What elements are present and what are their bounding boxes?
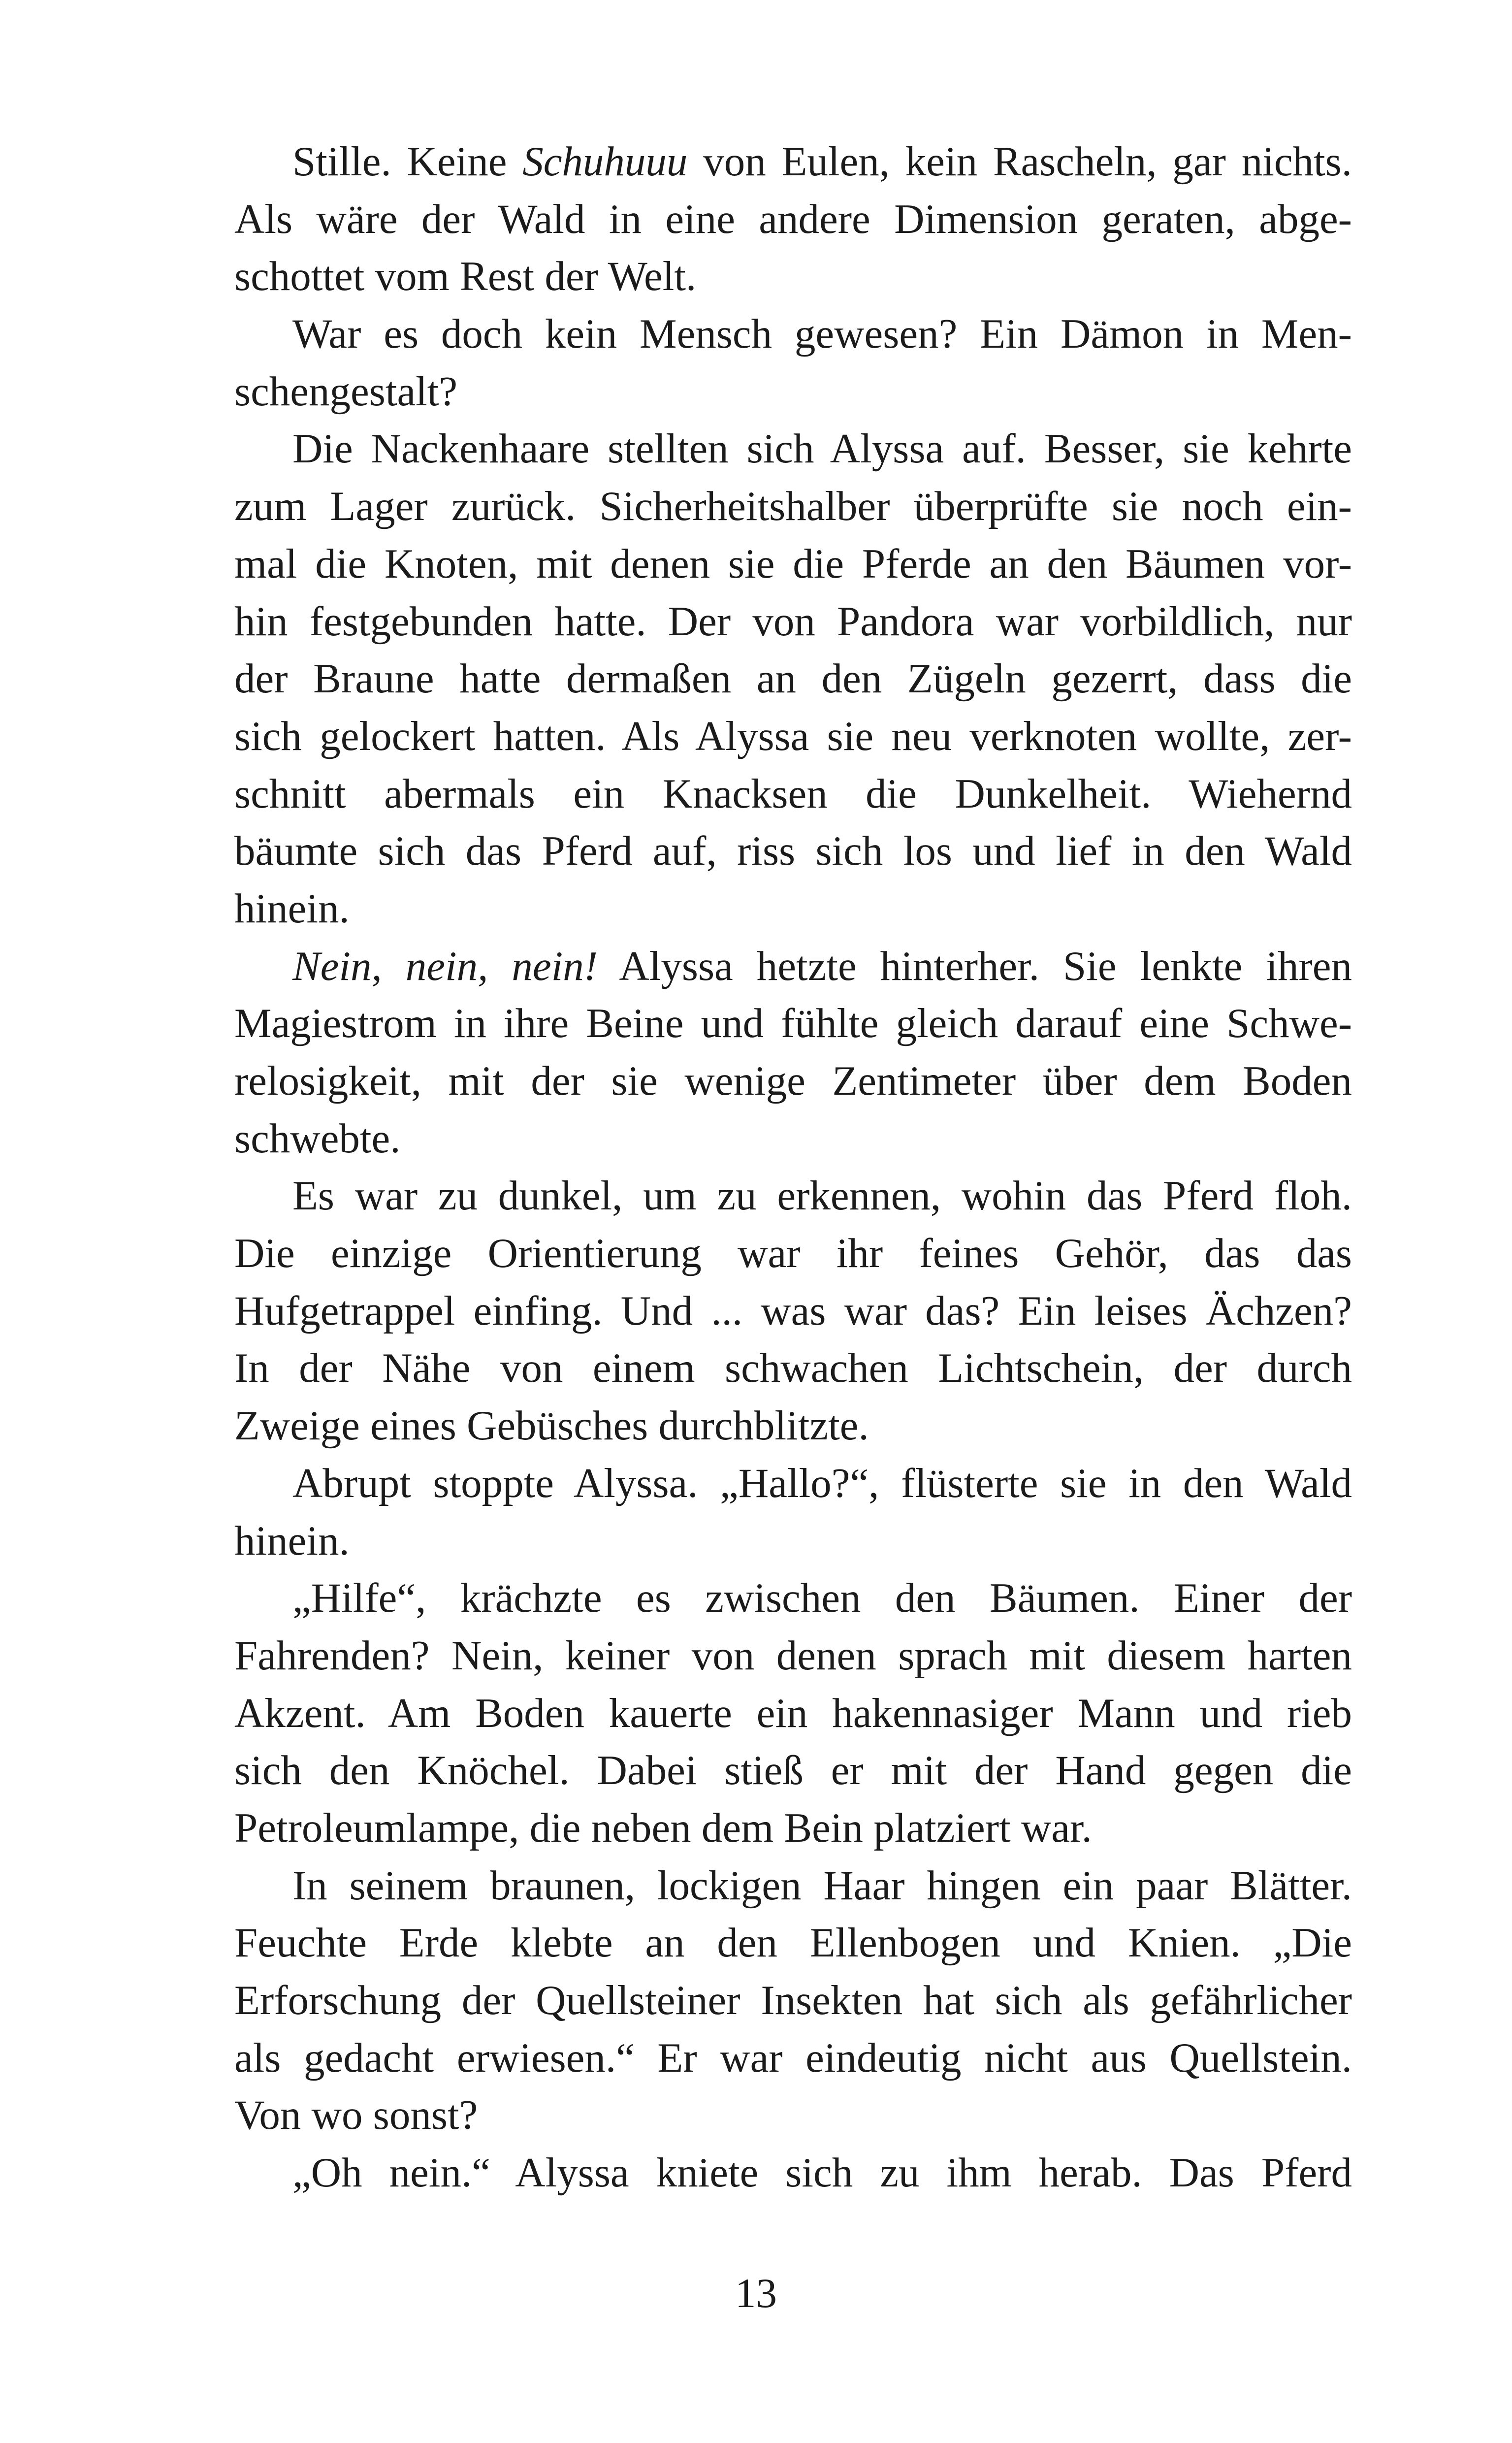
text-run: der Braune hatte dermaßen an den Zügeln gezerrt, dass die (234, 655, 1352, 702)
text-line (234, 1339, 1352, 1397)
text-run: Feuchte Erde klebte an den Ellenbogen und Knien. „Die (234, 1920, 1352, 1966)
paragraph (234, 133, 1352, 305)
text-line (234, 1397, 1352, 1455)
text-run: bäumte sich das Pferd auf, riss sich los und lief in den Wald (234, 828, 1352, 875)
paragraph (234, 1569, 1352, 1857)
text-line (234, 1799, 1352, 1857)
text-run: Abrupt stoppte Alyssa. „Hallo?“, flüsterte sie in den Wald (292, 1460, 1352, 1506)
text-run: zum Lager zurück. Sicherheitshalber überprüfte sie noch ein- (234, 483, 1352, 530)
text-line (234, 1569, 1352, 1627)
text-line (234, 1742, 1352, 1799)
text-run: Magiestrom in ihre Beine und fühlte gleich darauf eine Schwe- (234, 1000, 1352, 1047)
text-run: Als wäre der Wald in eine andere Dimension geraten, abge- (234, 195, 1352, 242)
text-run: Zweige eines Gebüsches durchblitzte. (234, 1402, 869, 1449)
text-line (234, 305, 1352, 363)
text-run: In seinem braunen, lockigen Haar hingen ein paar Blätter. (292, 1862, 1352, 1909)
text-run: als gedacht erwiesen.“ Er war eindeutig nicht aus Quellstein. (234, 2034, 1352, 2081)
text-line (234, 938, 1352, 995)
text-line (234, 1914, 1352, 1972)
paragraph (234, 420, 1352, 937)
text-line (234, 1627, 1352, 1685)
text-line (234, 1052, 1352, 1110)
text-run: War es doch kein Mensch gewesen? Ein Dämon in Men- (292, 311, 1352, 358)
text-run: Von wo sonst? (234, 2092, 478, 2139)
body-text (234, 133, 1352, 2202)
text-line (234, 995, 1352, 1052)
text-run: hinein. (234, 1517, 350, 1564)
text-line (234, 1167, 1352, 1225)
text-line (234, 478, 1352, 535)
paragraph (234, 305, 1352, 420)
text-run: schnitt abermals ein Knacksen die Dunkelheit. Wiehernd (234, 770, 1352, 817)
text-run: von Eulen, kein Rascheln, gar nichts. (687, 138, 1352, 185)
text-run: sich gelockert hatten. Als Alyssa sie neu verknoten wollte, zer- (234, 713, 1352, 759)
text-run: „Oh nein.“ Alyssa kniete sich zu ihm herab. Das Pferd (292, 2150, 1352, 2196)
text-run: Fahrenden? Nein, keiner von denen sprach mit diesem harten (234, 1632, 1352, 1679)
paragraph (234, 1857, 1352, 2144)
text-run: Petroleumlampe, die neben dem Bein platziert war. (234, 1804, 1092, 1851)
text-line (234, 363, 1352, 421)
text-line (234, 593, 1352, 651)
text-run: Die Nackenhaare stellten sich Alyssa auf. Besser, sie kehrte (292, 425, 1352, 472)
text-run: mal die Knoten, mit denen sie die Pferde an den Bäumen vor- (234, 540, 1352, 587)
text-line (234, 1857, 1352, 1915)
text-run: Akzent. Am Boden kauerte ein hakennasiger Mann und rieb (234, 1690, 1352, 1736)
text-run: schottet vom Rest der Welt. (234, 253, 697, 300)
text-line (234, 1282, 1352, 1340)
text-run: schwebte. (234, 1115, 401, 1162)
text-run: „Hilfe“, krächzte es zwischen den Bäumen. Einer der (292, 1575, 1352, 1622)
text-line (234, 1225, 1352, 1282)
text-line (234, 822, 1352, 880)
italic-text: Nein, nein, nein! (292, 943, 598, 989)
text-run: hinein. (234, 885, 350, 932)
text-run: hin festgebunden hatte. Der von Pandora war vorbildlich, nur (234, 598, 1352, 645)
paragraph (234, 2144, 1352, 2202)
paragraph (234, 938, 1352, 1168)
text-line (234, 1512, 1352, 1570)
text-line (234, 133, 1352, 191)
text-run: In der Nähe von einem schwachen Lichtschein, der durch (234, 1345, 1352, 1392)
page-number: 13 (735, 2270, 777, 2316)
text-line (234, 1110, 1352, 1168)
text-line (234, 1455, 1352, 1512)
text-run: Stille. Keine (292, 138, 523, 185)
text-run: Hufgetrappel einfing. Und ... was war das? Ein leises Ächzen? (234, 1287, 1352, 1334)
text-line (234, 1972, 1352, 2029)
text-line (234, 2086, 1352, 2144)
text-run: relosigkeit, mit der sie wenige Zentimeter über dem Boden (234, 1058, 1352, 1104)
text-run: Erforschung der Quellsteiner Insekten hat sich als gefährlicher (234, 1977, 1352, 2023)
text-line (234, 420, 1352, 478)
text-line (234, 2144, 1352, 2202)
text-line (234, 765, 1352, 823)
text-line (234, 191, 1352, 248)
text-run: Die einzige Orientierung war ihr feines Gehör, das das (234, 1230, 1352, 1277)
text-line (234, 2029, 1352, 2087)
text-run: Alyssa hetzte hinterher. Sie lenkte ihren (598, 943, 1352, 989)
text-run: schengestalt? (234, 368, 458, 415)
text-run: Es war zu dunkel, um zu erkennen, wohin das Pferd floh. (292, 1173, 1352, 1219)
text-run: sich den Knöchel. Dabei stieß er mit der Hand gegen die (234, 1747, 1352, 1794)
text-line (234, 248, 1352, 305)
paragraph (234, 1455, 1352, 1569)
text-line (234, 708, 1352, 765)
text-line (234, 1685, 1352, 1742)
text-line (234, 880, 1352, 938)
text-line (234, 650, 1352, 708)
text-line (234, 535, 1352, 593)
italic-text: Schuhuuu (522, 138, 688, 185)
paragraph (234, 1167, 1352, 1454)
